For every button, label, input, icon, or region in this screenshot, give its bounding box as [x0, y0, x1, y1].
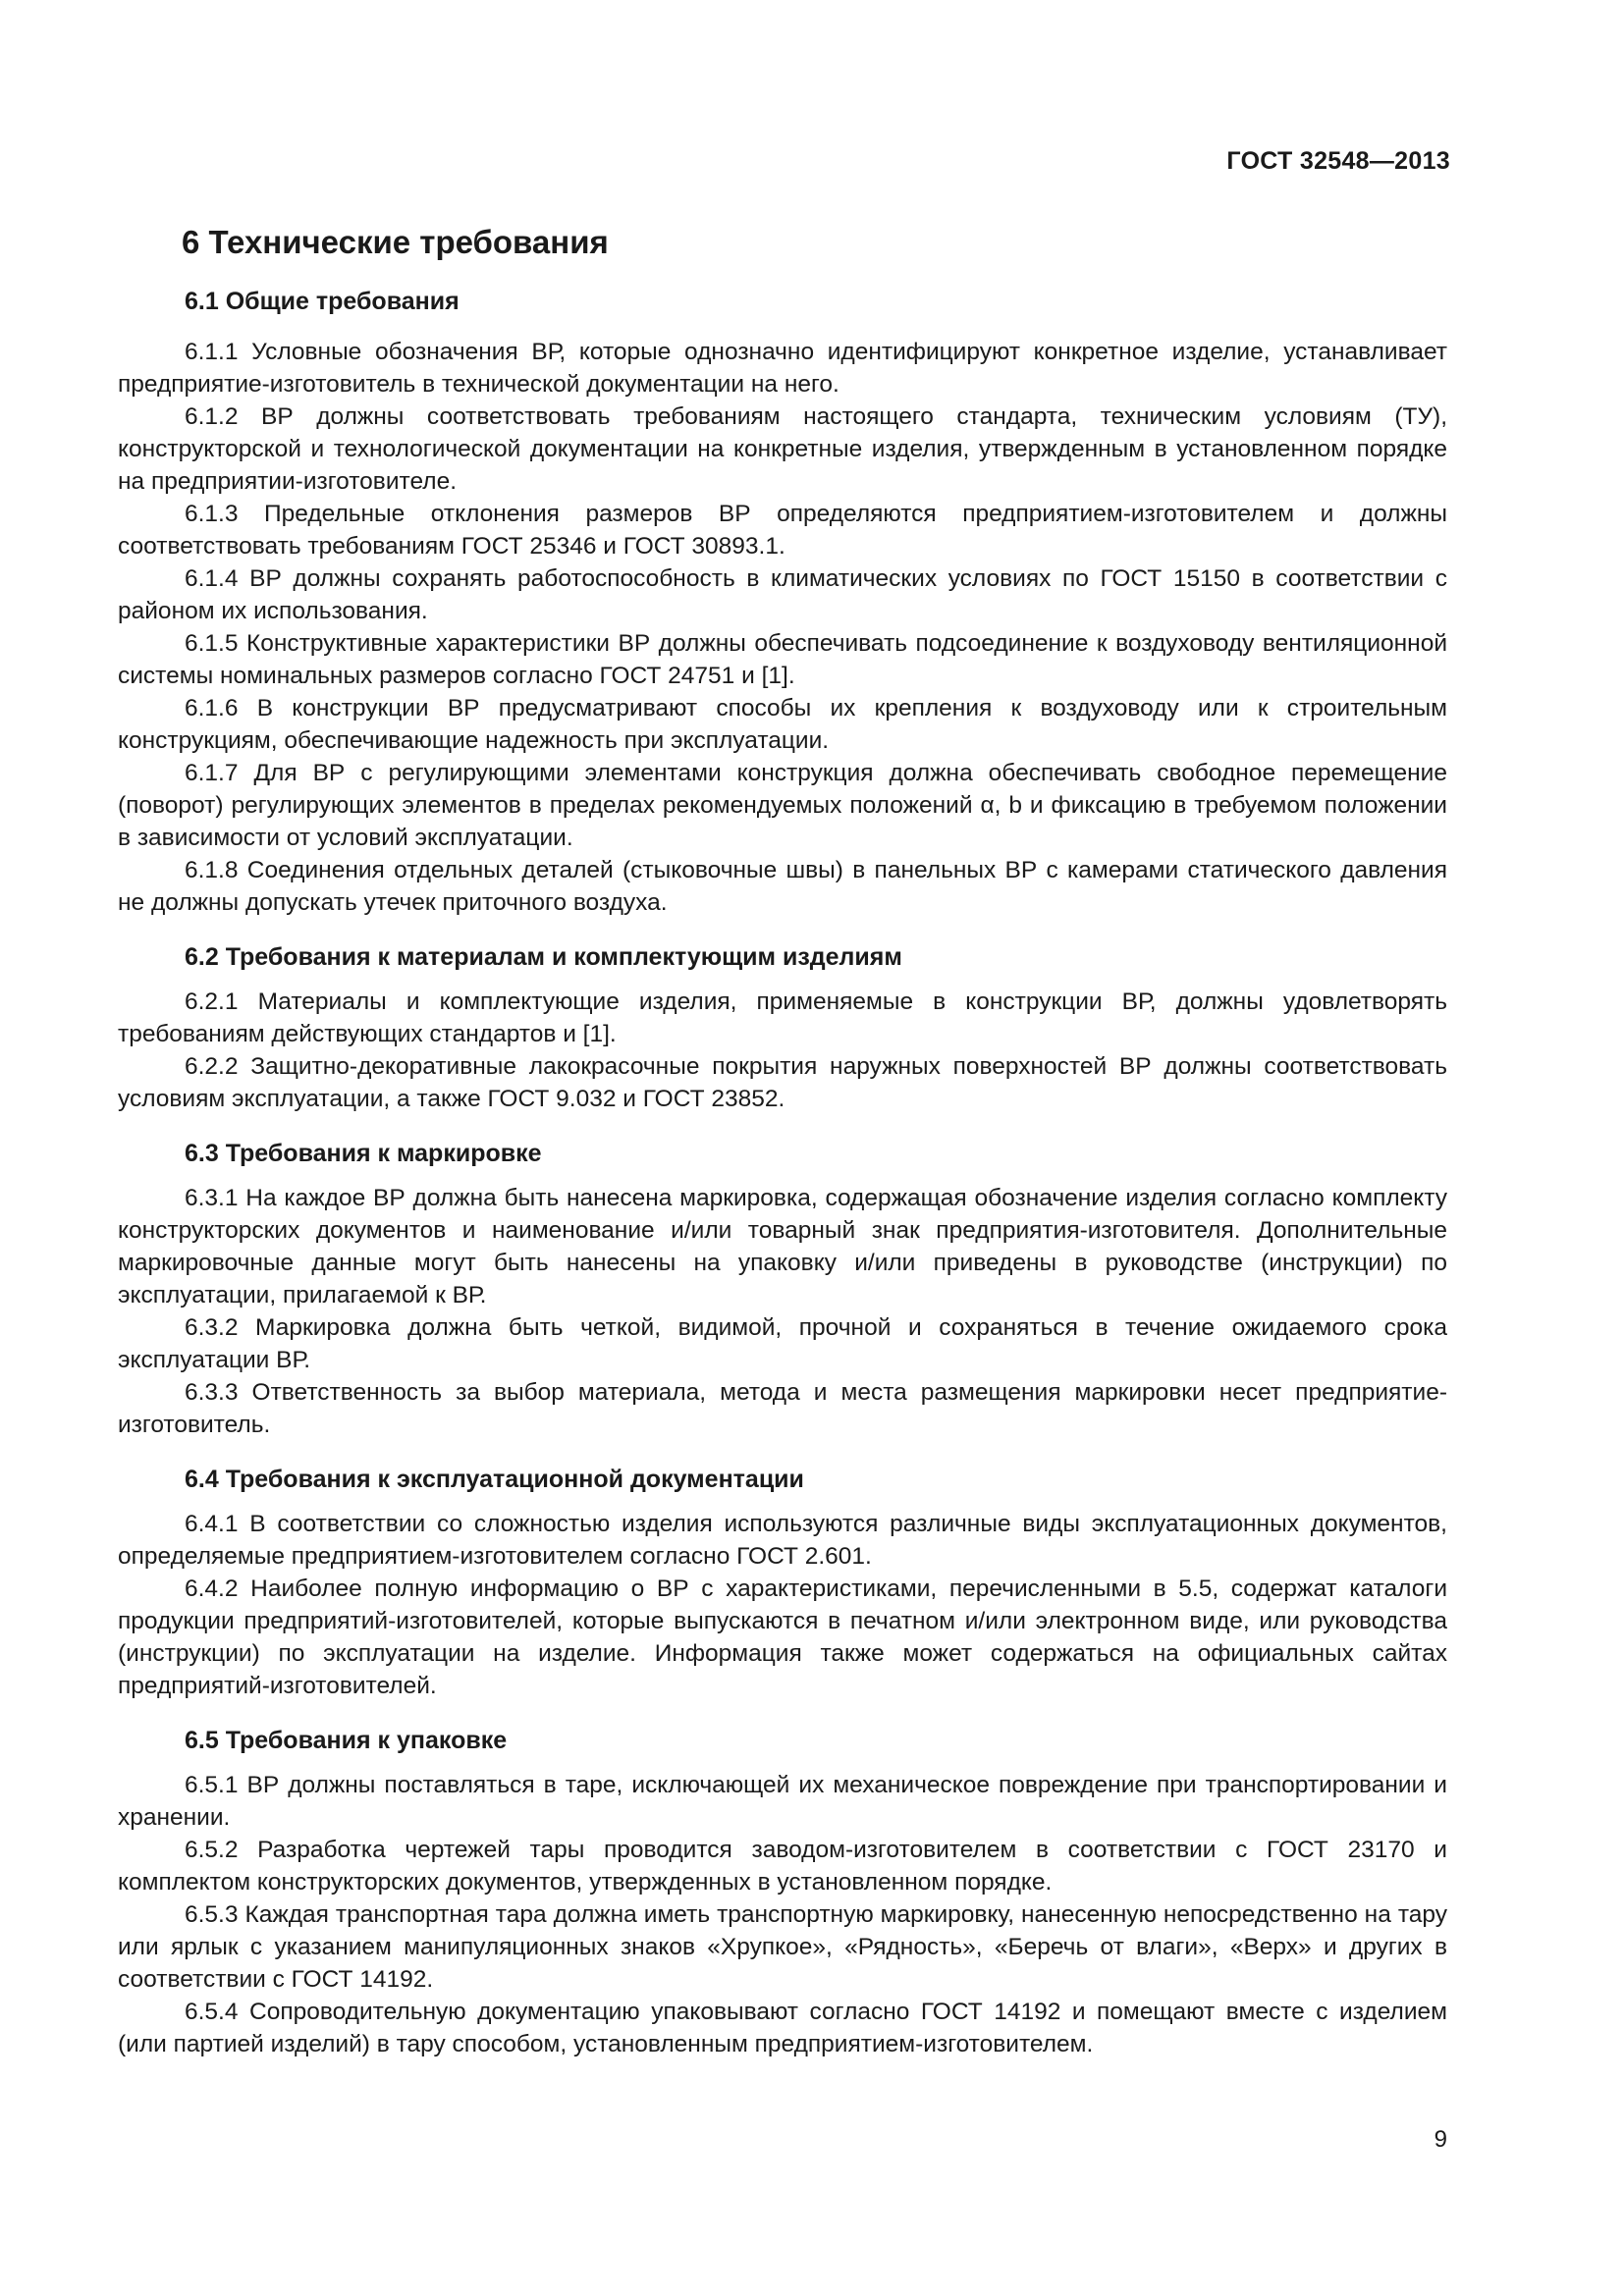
subsection-title: 6.5 Требования к упаковке: [185, 1727, 508, 1754]
subsection-materials: [118, 940, 1447, 1115]
subsection-title: 6.3 Требования к маркировке: [185, 1140, 542, 1167]
subsection-marking: [118, 1137, 1447, 1441]
document-body: [118, 218, 1447, 2082]
paragraph: 6.1.5 Конструктивные характеристики ВР должны обеспечивать подсоединение к воздуховоду вентиляционной системы номинальных размеров согласно ГОСТ 24751 и [1].: [118, 630, 1447, 689]
paragraph: 6.1.3 Предельные отклонения размеров ВР определяются предприятием-изготовителем и должны соответствовать требованиям ГОСТ 25346 и ГОСТ 30893.1.: [118, 501, 1447, 560]
subsection-title: 6.4 Требования к эксплуатационной документации: [185, 1466, 804, 1493]
paragraph: 6.3.1 На каждое ВР должна быть нанесена маркировка, содержащая обозначение изделия согласно комплекту конструкторских документов и наименование и/или товарный знак предприятия-изготовителя. Дополнительные маркировочные данные могут быть нанесены на упаковку и/или приведены в руководстве (инструкции) по эксплуатации, прилагаемой к ВР.: [118, 1185, 1447, 1308]
paragraph: 6.2.2 Защитно-декоративные лакокрасочные покрытия наружных поверхностей ВР должны соответствовать условиям эксплуатации, а также ГОСТ 9.032 и ГОСТ 23852.: [118, 1053, 1447, 1112]
subsection-title: 6.2 Требования к материалам и комплектующим изделиям: [185, 943, 902, 971]
paragraph: 6.4.1 В соответствии со сложностью изделия используются различные виды эксплуатационных документов, определяемые предприятием-изготовителем согласно ГОСТ 2.601.: [118, 1511, 1447, 1570]
document-code: ГОСТ 32548—2013: [1226, 147, 1450, 175]
subsection-general: [118, 285, 1447, 919]
subsection-documentation: [118, 1463, 1447, 1702]
paragraph: 6.5.1 ВР должны поставляться в таре, исключающей их механическое повреждение при транспортировании и хранении.: [118, 1772, 1447, 1831]
paragraph: 6.1.7 Для ВР с регулирующими элементами конструкция должна обеспечивать свободное перемещение (поворот) регулирующих элементов в пределах рекомендуемых положений α, b и фиксацию в требуемом положении в зависимости от условий эксплуатации.: [118, 760, 1447, 851]
paragraph: 6.4.2 Наиболее полную информацию о ВР с характеристиками, перечисленными в 5.5, содержат каталоги продукции предприятий-изготовителей, которые выпускаются в печатном и/или электронном виде, или руководства (инструкции) по эксплуатации на изделие. Информация также может содержаться на официальных сайтах предприятий-изготовителей.: [118, 1575, 1447, 1699]
paragraph: 6.3.2 Маркировка должна быть четкой, видимой, прочной и сохраняться в течение ожидаемого срока эксплуатации ВР.: [118, 1314, 1447, 1373]
subsection-packaging: [118, 1724, 1447, 2060]
paragraph: 6.1.6 В конструкции ВР предусматривают способы их крепления к воздуховоду или к строительным конструкциям, обеспечивающие надежность при эксплуатации.: [118, 695, 1447, 754]
subsection-title: 6.1 Общие требования: [185, 288, 460, 315]
paragraph: 6.1.8 Соединения отдельных деталей (стыковочные швы) в панельных ВР с камерами статического давления не должны допускать утечек приточного воздуха.: [118, 857, 1447, 916]
paragraph: 6.3.3 Ответственность за выбор материала, метода и места размещения маркировки несет предприятие-изготовитель.: [118, 1379, 1447, 1438]
paragraph: 6.5.4 Сопроводительную документацию упаковывают согласно ГОСТ 14192 и помещают вместе с изделием (или партией изделий) в тару способом, установленным предприятием-изготовителем.: [118, 1999, 1447, 2057]
paragraph: 6.1.4 ВР должны сохранять работоспособность в климатических условиях по ГОСТ 15150 в соответствии с районом их использования.: [118, 565, 1447, 624]
paragraph: 6.5.2 Разработка чертежей тары проводится заводом-изготовителем в соответствии с ГОСТ 23170 и комплектом конструкторских документов, утвержденных в установленном порядке.: [118, 1837, 1447, 1896]
paragraph: 6.2.1 Материалы и комплектующие изделия, применяемые в конструкции ВР, должны удовлетворять требованиям действующих стандартов и [1].: [118, 988, 1447, 1047]
page-number: 9: [1434, 2126, 1447, 2153]
paragraph: 6.1.1 Условные обозначения ВР, которые однозначно идентифицируют конкретное изделие, устанавливает предприятие-изготовитель в технической документации на него.: [118, 339, 1447, 398]
paragraph: 6.1.2 ВР должны соответствовать требованиям настоящего стандарта, техническим условиям (ТУ), конструкторской и технологической документации на конкретные изделия, утвержденным в установленном порядке на предприятии-изготовителе.: [118, 403, 1447, 495]
paragraph: 6.5.3 Каждая транспортная тара должна иметь транспортную маркировку, нанесенную непосредственно на тару или ярлык с указанием манипуляционных знаков «Хрупкое», «Рядность», «Беречь от влаги», «Верх» и других в соответствии с ГОСТ 14192.: [118, 1901, 1447, 1993]
section-title: 6 Технические требования: [182, 224, 609, 260]
